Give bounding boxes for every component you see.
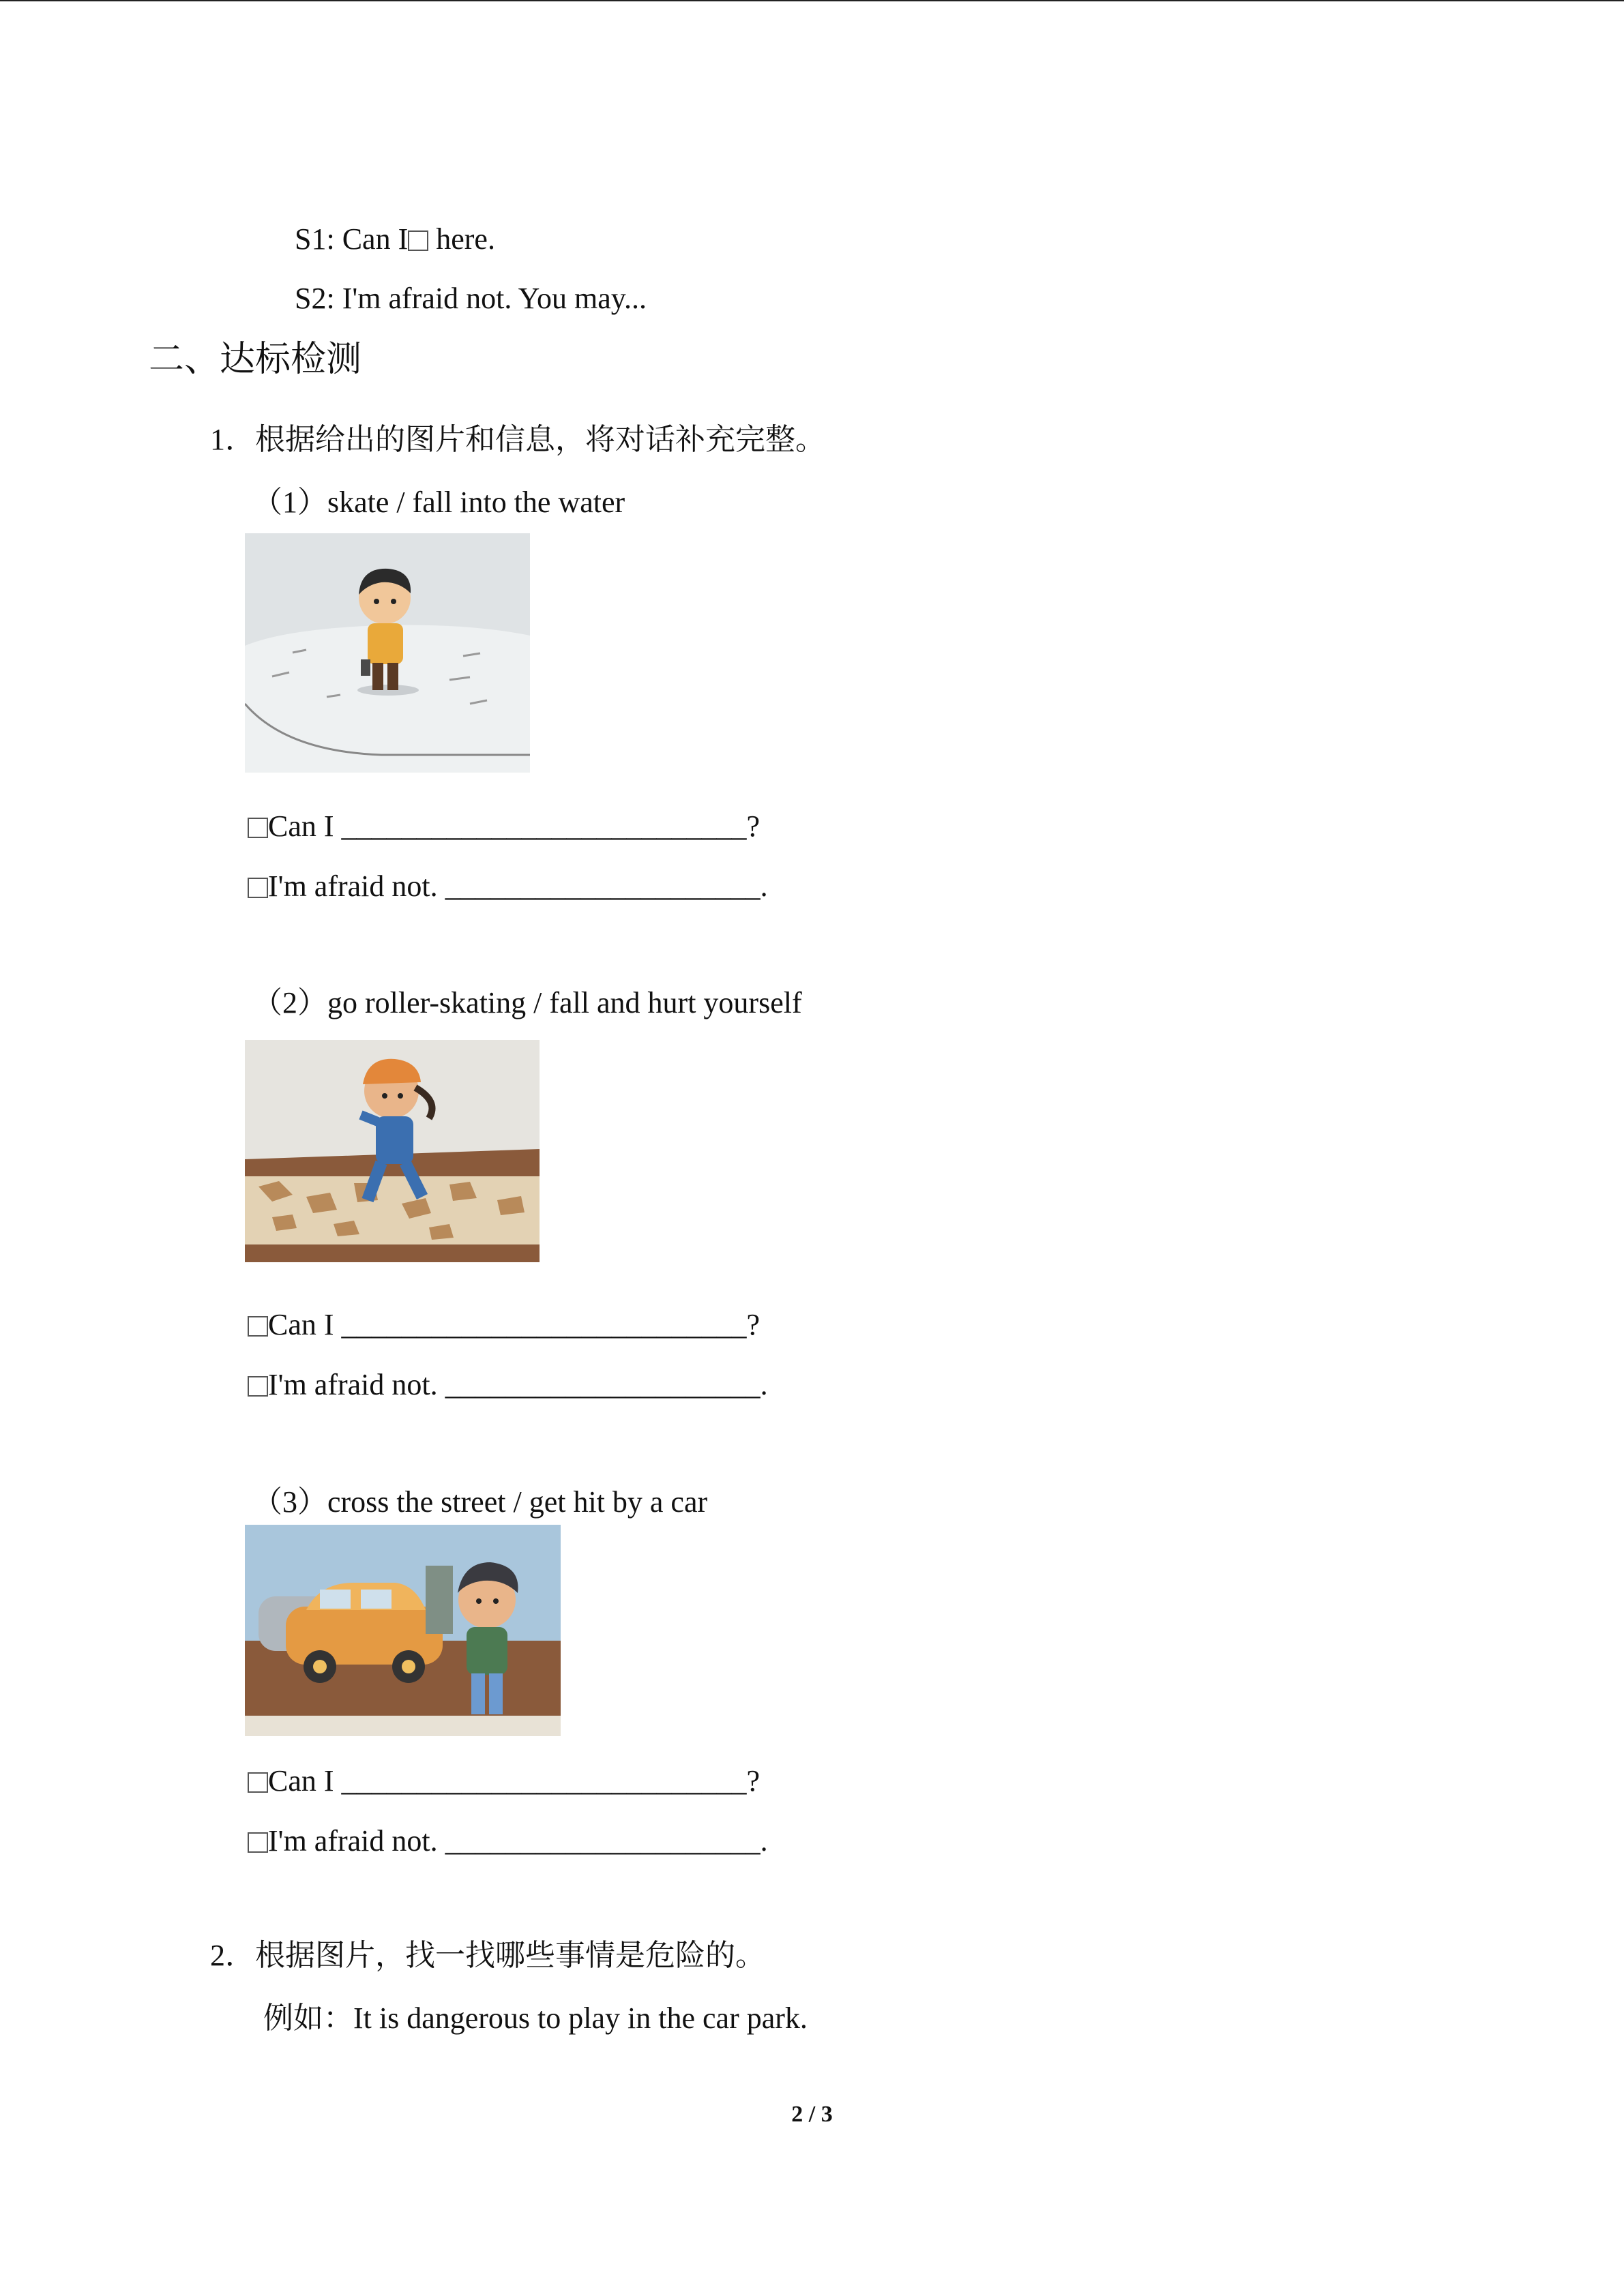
picture-girl-roller-skating <box>245 1040 540 1262</box>
item3-question: Can I ___________________________? <box>248 1766 760 1796</box>
intro-s1: S1: Can I here. <box>295 222 495 256</box>
item3-answer: I'm afraid not. _____________________. <box>248 1826 768 1856</box>
page-number: 2 / 3 <box>791 2102 833 2127</box>
item1-question: Can I ___________________________? <box>248 811 760 841</box>
item2-label: （2）go roller-skating / fall and hurt yourself <box>252 986 802 1019</box>
speaker-box <box>248 878 268 898</box>
speaker-box <box>248 1316 268 1337</box>
intro-s2: S2: I'm afraid not. You may... <box>295 282 647 315</box>
picture-boy-crossing-street <box>245 1525 561 1736</box>
q1-title: 1．根据给出的图片和信息，将对话补充完整。 <box>210 423 825 456</box>
item1-answer: I'm afraid not. _____________________. <box>248 871 768 901</box>
section-heading: 二、达标检测 <box>149 340 362 379</box>
speaker-box <box>248 1772 268 1793</box>
item2-answer: I'm afraid not. _____________________. <box>248 1370 768 1400</box>
speaker-box <box>248 1376 268 1397</box>
item2-question: Can I ___________________________? <box>248 1310 760 1340</box>
q2-title: 2．根据图片，找一找哪些事情是危险的。 <box>210 1939 765 1972</box>
picture-boy-on-ice <box>245 533 530 773</box>
q2-example: 例如：It is dangerous to play in the car park. <box>263 2001 808 2035</box>
speaker-box <box>248 1832 268 1853</box>
top-border <box>0 0 1624 1</box>
item3-label: （3）cross the street / get hit by a car <box>252 1485 708 1519</box>
blank-box <box>408 230 428 251</box>
speaker-box <box>248 818 268 838</box>
item1-label: （1）skate / fall into the water <box>252 486 625 519</box>
